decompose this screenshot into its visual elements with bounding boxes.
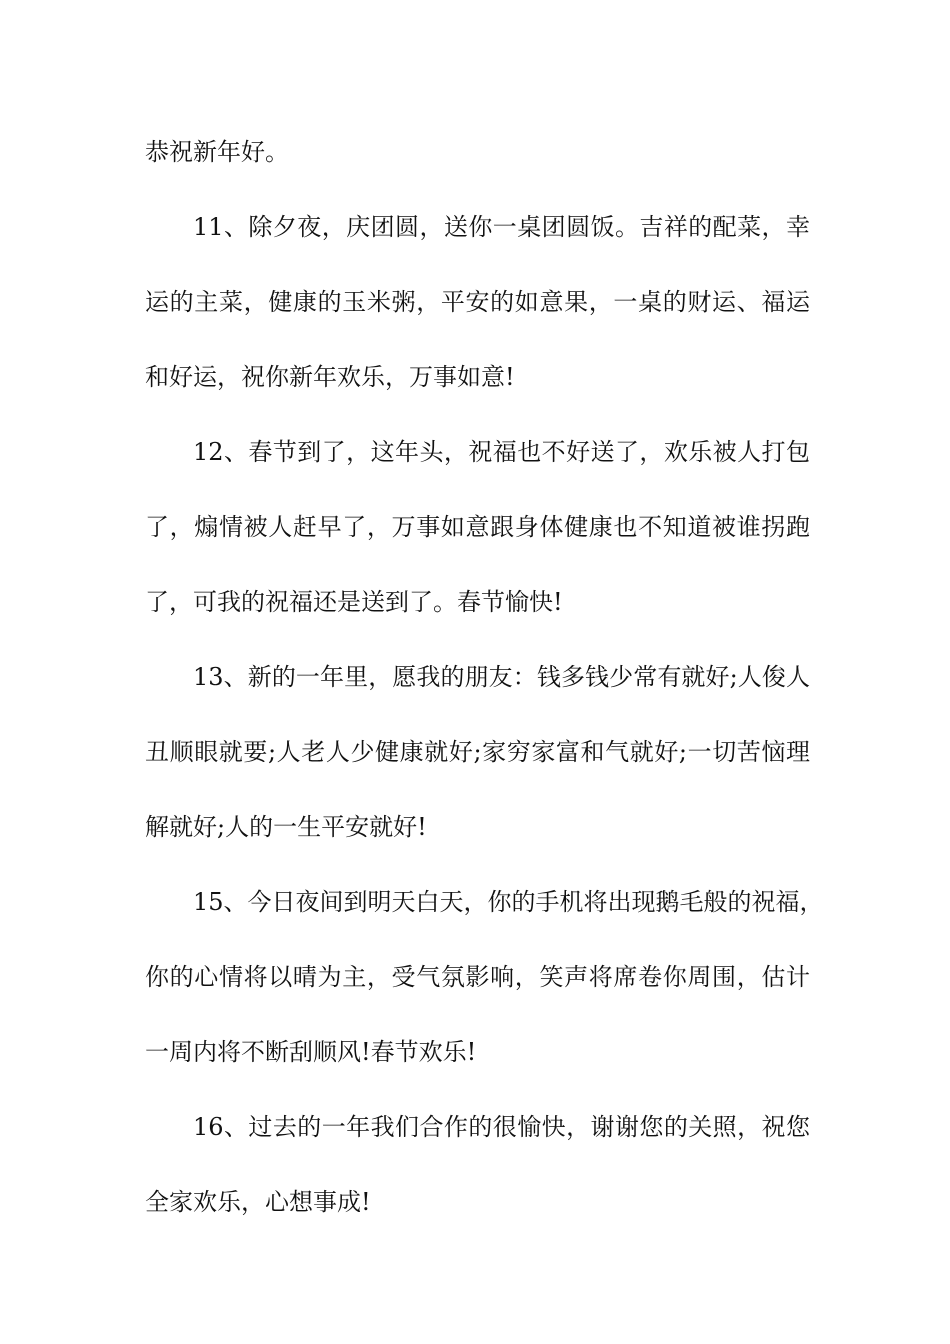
- text-line: 和好运，祝你新年欢乐，万事如意!: [145, 363, 515, 391]
- paragraph-15-first-line: 15、今日夜间到明天白天，你的手机将出现鹅毛般的祝福，: [193, 888, 824, 916]
- paragraph-11-first-line: 11、除夕夜，庆团圆，送你一桌团圆饭。吉祥的配菜，幸: [193, 213, 810, 241]
- text-line: 了，可我的祝福还是送到了。春节愉快!: [145, 588, 563, 616]
- text-line: 一周内将不断刮顺风!春节欢乐!: [145, 1038, 477, 1066]
- paragraph-12-first-line: 12、春节到了，这年头，祝福也不好送了，欢乐被人打包: [193, 438, 810, 466]
- text-line: 解就好;人的一生平安就好!: [145, 813, 427, 841]
- text-line: 恭祝新年好。: [145, 138, 289, 166]
- paragraph-13-first-line: 13、新的一年里，愿我的朋友：钱多钱少常有就好;人俊人: [193, 663, 810, 691]
- text-line: 丑顺眼就要;人老人少健康就好;家穷家富和气就好;一切苦恼理: [145, 738, 810, 766]
- text-line: 你的心情将以晴为主，受气氛影响，笑声将席卷你周围，估计: [145, 963, 810, 991]
- text-line: 全家欢乐，心想事成!: [145, 1188, 371, 1216]
- paragraph-16-first-line: 16、过去的一年我们合作的很愉快，谢谢您的关照，祝您: [193, 1113, 810, 1141]
- text-line: 了，煽情被人赶早了，万事如意跟身体健康也不知道被谁拐跑: [145, 513, 810, 541]
- text-line: 运的主菜，健康的玉米粥，平安的如意果，一桌的财运、福运: [145, 288, 810, 316]
